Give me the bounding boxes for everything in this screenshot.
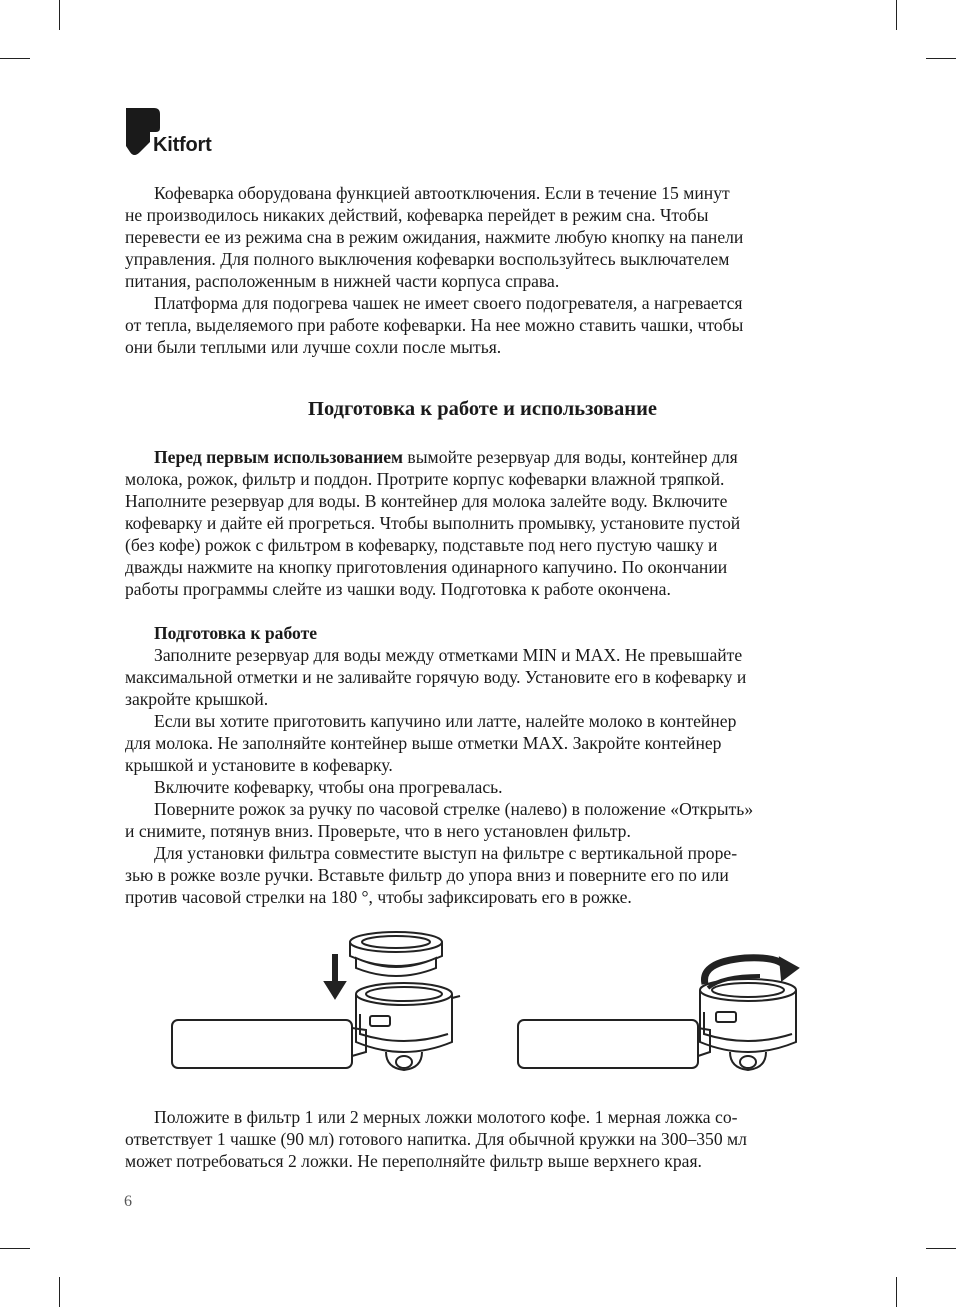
text-line: дважды нажмите на кнопку приготовления одинарного капучино. По окончании <box>125 557 728 577</box>
preparation-text <box>125 622 840 908</box>
text-line: и снимите, потянув вниз. Проверьте, что в него установлен фильтр. <box>125 821 631 841</box>
text-line: закройте крышкой. <box>125 689 269 709</box>
text-line: максимальной отметки и не заливайте горячую воду. Установите его в кофеварку и <box>125 667 747 687</box>
text-line: Платформа для подогрева чашек не имеет своего подогревателя, а нагревается <box>154 293 743 313</box>
text-line: крышкой и установите в кофеварку. <box>125 755 393 775</box>
text-line: управления. Для полного выключения кофеварки воспользуйтесь выключателем <box>125 249 730 269</box>
arrow-down-icon <box>325 954 345 998</box>
crop-mark <box>926 58 956 59</box>
text-line: перевести ее из режима сна в режим ожидания, нажмите любую кнопку на панели <box>125 227 744 247</box>
crop-mark <box>926 1248 956 1249</box>
lead-rest: вымойте резервуар для воды, контейнер для <box>403 447 738 467</box>
text-line: Наполните резервуар для воды. В контейнер для молока залейте воду. Включите <box>125 491 728 511</box>
crop-mark <box>0 1248 30 1249</box>
text-line: молока, рожок, фильтр и поддон. Протрите корпус кофеварки влажной тряпкой. <box>125 469 725 489</box>
section-heading: Подготовка к работе и использование <box>308 398 657 420</box>
first-use-text <box>125 446 840 600</box>
text-line: может потребоваться 2 ложки. Не переполняйте фильтр выше верхнего края. <box>125 1151 702 1171</box>
after-figure-text <box>125 1106 840 1172</box>
text-line: зью в рожке возле ручки. Вставьте фильтр до упора вниз и поверните его по или <box>125 865 729 885</box>
portafilter-right-icon <box>518 979 796 1070</box>
filter-basket-icon <box>350 932 442 976</box>
text-line: Поверните рожок за ручку по часовой стрелке (налево) в положение «Открыть» <box>154 799 754 819</box>
crop-mark <box>59 0 60 30</box>
text-line: Заполните резервуар для воды между отметками MIN и MAX. Не превышайте <box>154 645 743 665</box>
text-line: (без кофе) рожок с фильтром в кофеварку, подставьте под него пустую чашку и <box>125 535 718 555</box>
text-line: Включите кофеварку, чтобы она прогревалась. <box>154 777 503 797</box>
text-line: работы программы слейте из чашки воду. Подготовка к работе окончена. <box>125 579 671 599</box>
text-line <box>125 446 840 468</box>
text-line: Кофеварка оборудована функцией автоотключения. Если в течение 15 минут <box>154 183 730 203</box>
crop-mark <box>896 1277 897 1307</box>
crop-mark <box>59 1277 60 1307</box>
bold-lead: Перед первым использованием <box>154 447 404 467</box>
text-line: питания, расположенным в нижней части корпуса справа. <box>125 271 560 291</box>
text-line: от тепла, выделяемого при работе кофеварки. На нее можно ставить чашки, чтобы <box>125 315 744 335</box>
portafilter-left-icon <box>172 983 460 1070</box>
crop-mark <box>0 58 30 59</box>
text-line: они были теплыми или лучше сохли после мытья. <box>125 337 502 357</box>
text-line: ответствует 1 чашке (90 мл) готового напитка. Для обычной кружки на 300–350 мл <box>125 1129 747 1149</box>
brand-name: Kitfort <box>153 134 212 156</box>
text-line: Положите в фильтр 1 или 2 мерных ложки молотого кофе. 1 мерная ложка со- <box>154 1107 738 1127</box>
crop-mark <box>896 0 897 30</box>
text-line: Если вы хотите приготовить капучино или латте, налейте молоко в контейнер <box>154 711 737 731</box>
text-line: не производилось никаких действий, кофеварка перейдет в режим сна. Чтобы <box>125 205 709 225</box>
page-number: 6 <box>124 1193 132 1210</box>
text-line: для молока. Не заполняйте контейнер выше отметки MAX. Закройте контейнер <box>125 733 722 753</box>
text-line: против часовой стрелки на 180 °, чтобы зафиксировать его в рожке. <box>125 887 632 907</box>
portafilter-illustration <box>160 918 820 1078</box>
subheading: Подготовка к работе <box>154 623 318 643</box>
intro-text <box>125 182 840 358</box>
text-line: Для установки фильтра совместите выступ на фильтре с вертикальной проре- <box>154 843 738 863</box>
text-line: кофеварку и дайте ей прогреться. Чтобы выполнить промывку, установите пустой <box>125 513 741 533</box>
